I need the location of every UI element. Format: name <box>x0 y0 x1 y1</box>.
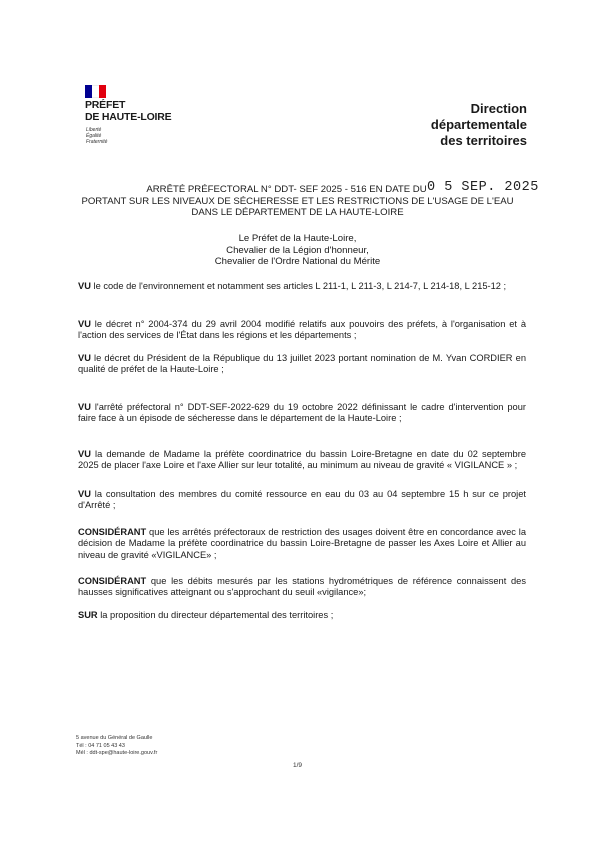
direction-line3: des territoires <box>440 133 527 148</box>
recital-vu-arrete-2022: VU l'arrêté préfectoral n° DDT-SEF-2022-629 du 19 octobre 2022 définissant le cadre d'intervention pour faire face à un épisode de sécheresse dans le département de la Haute-Loire ; <box>78 402 526 424</box>
recital-considerant-2: CONSIDÉRANT que les débits mesurés par les stations hydrométriques de référence connaissent des hausses significatives atteignant ou s'approchant du seuil «vigilance»; <box>78 576 526 598</box>
footer-contact <box>76 735 157 758</box>
prefect-line3: Chevalier de l'Ordre National du Mérite <box>214 256 381 267</box>
motto-fraternite: Fraternité <box>86 139 108 145</box>
recital-vu-demande: VU la demande de Madame la préfète coordinatrice du bassin Loire-Bretagne en date du 02 septembre 2025 de placer l'axe Loire et l'axe Allier sur leur totalité, au minimum au niveau de gravité « VIGILANCE » ; <box>78 449 526 471</box>
marianne-flag-icon <box>85 85 106 98</box>
prefect-block <box>70 233 525 268</box>
page-number: 1/9 <box>292 762 303 769</box>
recital-vu-decret-2004: VU le décret n° 2004-374 du 29 avril 2004 modifié relatifs aux pouvoirs des préfets, à l'organisation et à l'action des services de l'État dans les régions et les départements ; <box>78 319 526 341</box>
title-line2: PORTANT SUR LES NIVEAUX DE SÉCHERESSE ET LES RESTRICTIONS DE L'USAGE DE L'EAU <box>81 195 514 207</box>
prefect-line2: Chevalier de la Légion d'honneur, <box>226 244 369 256</box>
motto-egalite: Égalité <box>86 133 102 139</box>
logo-line1: PRÉFET <box>85 99 126 111</box>
recital-vu-consultation: VU la consultation des membres du comité ressource en eau du 03 au 04 septembre 15 h sur ce projet d'Arrêté ; <box>78 489 526 511</box>
republic-motto <box>86 127 107 145</box>
recital-vu-decret-2023: VU le décret du Président de la République du 13 juillet 2023 portant nomination de M. Yvan CORDIER en qualité de préfet de la Haute-Loire ; <box>78 353 526 375</box>
direction-line1: Direction <box>470 101 527 116</box>
direction-line2: départementale <box>430 117 527 132</box>
prefect-line1: Le Préfet de la Haute-Loire, <box>238 233 357 244</box>
footer-address: 5 avenue du Général de Gaulle <box>76 735 153 741</box>
title-line3: DANS LE DÉPARTEMENT DE LA HAUTE-LOIRE <box>191 207 404 218</box>
motto-liberte: Liberté <box>86 127 102 133</box>
date-stamp: 0 5 SEP. 2025 <box>427 180 539 195</box>
footer-tel: Tél : 04 71 05 43 43 <box>76 742 125 749</box>
recital-considerant-1: CONSIDÉRANT que les arrêtés préfectoraux de restriction des usages doivent être en concordance avec la décision de Madame la préfète coordinatrice du bassin Loire-Bretagne de passer les Axes Loire et Allier au niveau de gravité «VIGILANCE» ; <box>78 527 526 560</box>
title-line1: ARRÊTÉ PRÉFECTORAL N° DDT- SEF 2025 - 516 EN DATE DU <box>146 184 427 195</box>
direction-heading <box>327 101 527 149</box>
footer-mel[interactable]: Mél : ddt-spe@haute-loire.gouv.fr <box>76 750 158 756</box>
prefecture-logo-text <box>85 100 171 123</box>
logo-line2: DE HAUTE-LOIRE <box>85 110 172 123</box>
recital-sur: SUR la proposition du directeur départemental des territoires ; <box>78 610 334 620</box>
recital-vu-code: VU le code de l'environnement et notamment ses articles L 211-1, L 211-3, L 214-7, L 214-18, L 215-12 ; <box>78 281 507 291</box>
